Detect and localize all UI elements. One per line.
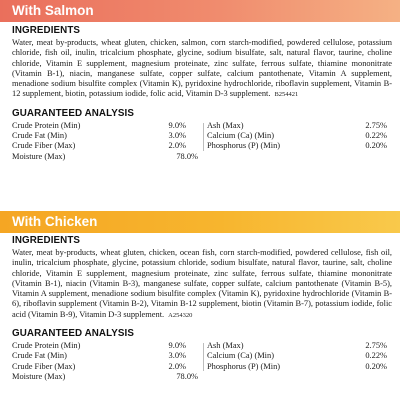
chicken-ingredients-text: [12, 248, 392, 321]
ga-value: 0.22%: [365, 351, 387, 361]
ga-value: 2.0%: [168, 361, 186, 371]
chicken-ga-left-column: [12, 341, 198, 382]
ga-row: [12, 351, 198, 361]
ga-value: 0.22%: [365, 131, 387, 141]
chicken-ingredients-heading: INGREDIENTS: [12, 235, 81, 246]
ga-value: 78.0%: [176, 371, 198, 381]
ga-row: [12, 121, 198, 131]
salmon-banner-title: With Salmon: [12, 3, 94, 18]
ga-row: [207, 141, 387, 151]
chicken-product-code: A254320: [168, 311, 193, 319]
ga-label: Crude Fat (Min): [12, 351, 67, 361]
ga-value: 0.20%: [365, 361, 387, 371]
chicken-ga-table: [12, 341, 392, 385]
ga-row: [207, 131, 387, 141]
salmon-ga-left-column: [12, 121, 198, 162]
ga-row: [207, 121, 387, 131]
salmon-ga-table: [12, 121, 392, 165]
salmon-product-code: B254421: [274, 91, 299, 99]
chicken-ga-divider: [203, 343, 204, 371]
ga-label: Calcium (Ca) (Min): [207, 131, 274, 141]
ga-label: Crude Protein (Min): [12, 120, 81, 130]
chicken-section: [12, 235, 392, 385]
ga-label: Ash (Max): [207, 120, 244, 130]
ga-value: 2.0%: [168, 141, 186, 151]
ga-value: 9.0%: [168, 120, 186, 130]
ga-row: [207, 351, 387, 361]
salmon-ingredients-text: [12, 38, 392, 101]
ga-row: [12, 362, 198, 372]
ga-label: Phosphorus (P) (Min): [207, 361, 281, 371]
chicken-ingredients-list: Water, meat by-products, wheat gluten, chicken, ocean fish, corn starch-modified, powdered cellulose, fish oil, inulin, tricalcium phosphate, glycine, potassium chloride, sodium bisulfate, natural flavor, taurine, salt, choline chloride, Vitamin E supplement, magnesium proteinate, zinc sulfate, ferrous sulfate, thiamine mononitrate (Vitamin B-1), niacin (Vitamin B-3), manganese sulfate, copper sulfate, calcium pantothenate (Vitamin B-5), Vitamin A supplement, menadione sodium bisulfite complex (Vitamin K), pyridoxine hydrochloride (Vitamin B-6), riboflavin supplement (Vitamin B-2), Vitamin B-12 supplement, biotin (Vitamin B-7), potassium iodide, folic acid (Vitamin B-9), Vitamin D-3 supplement.: [12, 248, 392, 319]
ga-label: Moisture (Max): [12, 371, 66, 381]
ga-row: [12, 372, 198, 382]
chicken-ga-right-column: [207, 341, 387, 372]
ga-value: 3.0%: [168, 351, 186, 361]
salmon-banner: [0, 0, 400, 22]
ga-label: Crude Protein (Min): [12, 341, 81, 351]
ga-value: 9.0%: [168, 341, 186, 351]
ga-label: Crude Fiber (Max): [12, 141, 76, 151]
ga-label: Moisture (Max): [12, 151, 66, 161]
ga-value: 2.75%: [365, 341, 387, 351]
chicken-banner: [0, 211, 400, 233]
salmon-section: [12, 25, 392, 165]
ga-row: [207, 362, 387, 372]
ga-label: Ash (Max): [207, 341, 244, 351]
ga-value: 2.75%: [365, 120, 387, 130]
salmon-ga-divider: [203, 123, 204, 151]
ga-label: Phosphorus (P) (Min): [207, 141, 281, 151]
ga-row: [12, 131, 198, 141]
chicken-ga-heading: GUARANTEED ANALYSIS: [12, 328, 135, 340]
ga-value: 3.0%: [168, 131, 186, 141]
ga-row: [207, 341, 387, 351]
ga-row: [12, 152, 198, 162]
ga-label: Crude Fiber (Max): [12, 361, 76, 371]
ga-label: Crude Fat (Min): [12, 131, 67, 141]
salmon-ingredients-list: Water, meat by-products, wheat gluten, chicken, salmon, corn starch-modified, powdered cellulose, potassium chloride, fish oil, inulin, tricalcium phosphate, glycine, sodium bisulfate, salt, natural flavor, taurine, choline chloride, Vitamin E supplement, magnesium proteinate, zinc sulfate, ferrous sulfate, thiamine mononitrate (Vitamin B-1), niacin, manganese sulfate, copper sulfate, calcium pantothenate, Vitamin A supplement, menadione sodium bisulfite complex (Vitamin K), pyridoxine hydrochloride, riboflavin supplement, Vitamin B-12 supplement, biotin, potassium iodide, folic acid, Vitamin D-3 supplement.: [12, 38, 392, 99]
ga-label: Calcium (Ca) (Min): [207, 351, 274, 361]
ga-row: [12, 141, 198, 151]
salmon-ingredients-heading: INGREDIENTS: [12, 25, 81, 36]
ga-value: 78.0%: [176, 151, 198, 161]
salmon-ga-right-column: [207, 121, 387, 152]
ga-value: 0.20%: [365, 141, 387, 151]
chicken-banner-title: With Chicken: [12, 214, 98, 229]
ga-row: [12, 341, 198, 351]
salmon-ga-heading: GUARANTEED ANALYSIS: [12, 107, 135, 119]
